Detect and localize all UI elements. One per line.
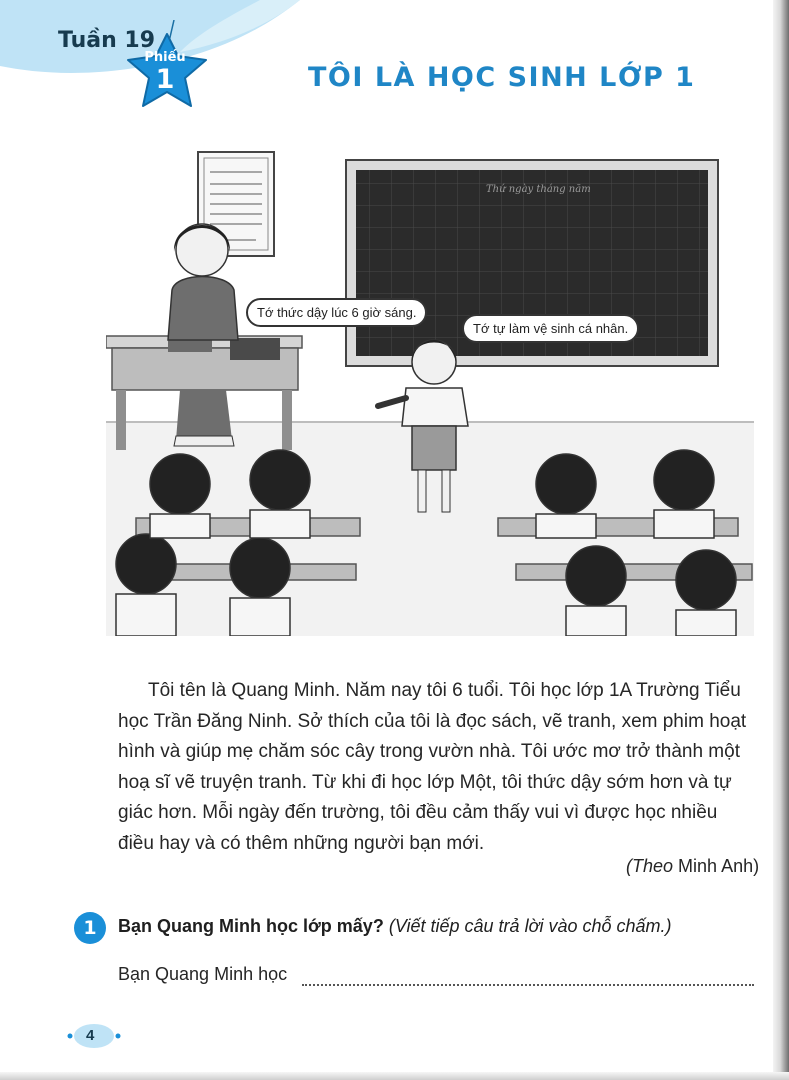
sheet-label: Phiếu [144, 50, 186, 65]
answer-prompt: Bạn Quang Minh học [118, 964, 288, 984]
source-author: Minh Anh) [678, 856, 760, 876]
passage-source [626, 856, 759, 877]
speech-bubble-hygiene: Tớ tự làm vệ sinh cá nhân. [462, 314, 639, 343]
passage-text: Tôi tên là Quang Minh. Năm nay tôi 6 tuổi. Tôi học lớp 1A Trường Tiểu học Trần Đăng Ninh. Sở thích của tôi là đọc sách, vẽ tranh, xem phim hoạt hình và giúp mẹ chăm sóc cây trong vườn nhà. Tôi ước mơ trở thành một hoạ sĩ vẽ truyện tranh. Từ khi đi học lớp Một, tôi thức dậy sớm hơn và tự giác hơn. Mỗi ngày đến trường, tôi đều cảm thấy vui vì được học nhiều điều hay và có thêm những người bạn mới. [118, 680, 747, 854]
page-edge-bottom [0, 1072, 789, 1080]
reading-passage [118, 676, 758, 859]
speech-bubble-wake-up: Tớ thức dậy lúc 6 giờ sáng. [246, 298, 427, 327]
week-label: Tuần 19 [58, 28, 156, 53]
sheet-number: 1 [155, 64, 175, 95]
page-number: 4 [86, 1027, 95, 1044]
question-prompt: Bạn Quang Minh học lớp mấy? [118, 916, 384, 936]
source-prefix: (Theo [626, 856, 674, 876]
blackboard-text: Thứ ngày tháng năm [486, 184, 591, 195]
page-title: TÔI LÀ HỌC SINH LỚP 1 [308, 62, 696, 93]
page-edge [773, 0, 789, 1080]
question-instruction: (Viết tiếp câu trả lời vào chỗ chấm.) [388, 916, 672, 936]
question-text [118, 916, 672, 937]
answer-dotted-line[interactable] [302, 982, 754, 986]
classroom-illustration [106, 140, 754, 636]
question-number-badge: 1 [74, 912, 106, 944]
